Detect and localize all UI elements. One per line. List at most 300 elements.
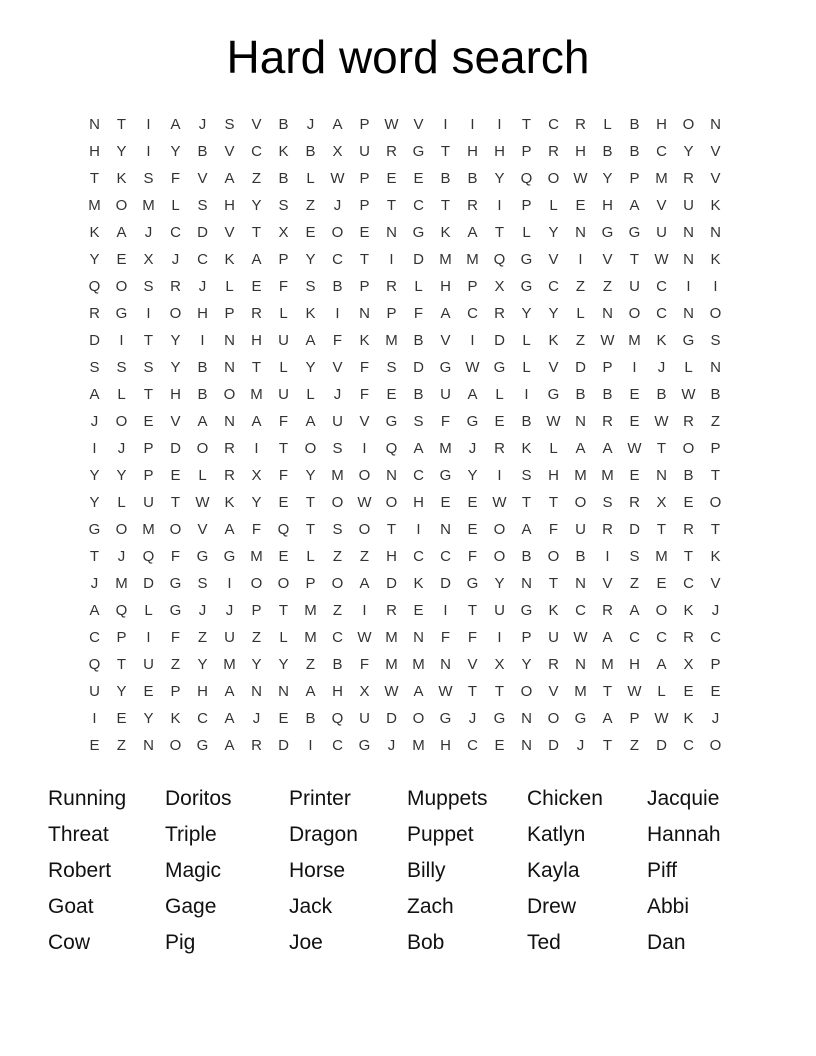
- grid-letter: N: [251, 683, 262, 700]
- grid-letter: V: [413, 116, 424, 133]
- word-list-item: Horse: [289, 859, 346, 882]
- grid-letter: N: [575, 413, 586, 430]
- grid-letter: Y: [548, 224, 559, 241]
- grid-letter: Z: [629, 737, 640, 754]
- grid-letter: A: [305, 413, 316, 430]
- grid-letter: Y: [116, 467, 127, 484]
- grid-letter: J: [117, 548, 126, 565]
- grid-letter: U: [143, 656, 154, 673]
- grid-letter: W: [357, 629, 372, 646]
- grid-letter: Q: [493, 251, 506, 268]
- grid-letter: C: [197, 710, 208, 727]
- grid-letter: L: [279, 305, 288, 322]
- grid-letter: O: [385, 494, 398, 511]
- grid-letter: Y: [278, 656, 289, 673]
- word-list-item: Muppets: [407, 787, 488, 810]
- grid-letter: A: [89, 602, 100, 619]
- grid-letter: M: [331, 467, 344, 484]
- grid-letter: E: [278, 548, 289, 565]
- grid-letter: I: [497, 197, 502, 214]
- grid-letter: O: [331, 575, 344, 592]
- grid-letter: L: [684, 359, 693, 376]
- grid-letter: C: [467, 305, 478, 322]
- grid-letter: E: [467, 521, 478, 538]
- grid-letter: I: [632, 359, 637, 376]
- grid-letter: R: [386, 143, 397, 160]
- grid-letter: Q: [115, 602, 128, 619]
- grid-letter: T: [548, 494, 559, 511]
- grid-letter: D: [386, 575, 397, 592]
- grid-letter: M: [601, 467, 614, 484]
- grid-letter: H: [197, 305, 208, 322]
- grid-letter: I: [497, 467, 502, 484]
- grid-letter: K: [521, 440, 532, 457]
- grid-letter: I: [92, 440, 97, 457]
- grid-letter: S: [143, 170, 154, 187]
- grid-letter: L: [522, 332, 531, 349]
- grid-letter: N: [683, 305, 694, 322]
- grid-letter: F: [413, 305, 424, 322]
- grid-letter: A: [440, 305, 451, 322]
- grid-letter: I: [335, 305, 340, 322]
- grid-letter: K: [413, 575, 424, 592]
- grid-letter: D: [89, 332, 100, 349]
- grid-letter: C: [548, 116, 559, 133]
- grid-letter: N: [710, 224, 721, 241]
- grid-letter: G: [547, 386, 560, 403]
- grid-letter: S: [710, 332, 721, 349]
- grid-letter: R: [89, 305, 100, 322]
- grid-letter: Y: [251, 197, 262, 214]
- grid-letter: O: [169, 521, 182, 538]
- grid-letter: N: [224, 359, 235, 376]
- grid-letter: J: [333, 386, 342, 403]
- grid-letter: T: [386, 521, 397, 538]
- grid-letter: R: [251, 737, 262, 754]
- grid-letter: G: [412, 224, 425, 241]
- grid-letter: F: [359, 359, 370, 376]
- grid-letter: Q: [88, 656, 101, 673]
- grid-letter: F: [359, 386, 370, 403]
- grid-letter: D: [629, 521, 640, 538]
- grid-letter: S: [629, 548, 640, 565]
- grid-letter: Q: [88, 278, 101, 295]
- grid-letter: J: [225, 602, 234, 619]
- grid-letter: Y: [170, 143, 181, 160]
- grid-letter: B: [710, 386, 721, 403]
- grid-letter: L: [225, 278, 234, 295]
- grid-letter: V: [602, 575, 613, 592]
- grid-letter: R: [494, 305, 505, 322]
- grid-letter: M: [412, 656, 425, 673]
- grid-letter: K: [710, 548, 721, 565]
- grid-letter: G: [385, 413, 398, 430]
- grid-letter: C: [656, 305, 667, 322]
- grid-letter: N: [575, 656, 586, 673]
- grid-letter: H: [440, 737, 451, 754]
- grid-letter: O: [547, 548, 560, 565]
- word-list-item: Kayla: [527, 859, 580, 882]
- grid-letter: O: [412, 710, 425, 727]
- grid-letter: K: [89, 224, 100, 241]
- word-list-item: Zach: [407, 895, 454, 918]
- grid-letter: T: [494, 224, 505, 241]
- grid-letter: G: [520, 602, 533, 619]
- grid-letter: O: [223, 386, 236, 403]
- grid-letter: D: [494, 332, 505, 349]
- grid-letter: V: [710, 143, 721, 160]
- grid-letter: P: [359, 170, 370, 187]
- word-list-item: Doritos: [165, 787, 232, 810]
- grid-letter: O: [115, 413, 128, 430]
- word-list-item: Katlyn: [527, 823, 586, 846]
- word-list-item: Billy: [407, 859, 446, 882]
- grid-letter: P: [143, 440, 154, 457]
- grid-letter: M: [142, 197, 155, 214]
- grid-letter: B: [413, 332, 424, 349]
- grid-letter: V: [224, 143, 235, 160]
- grid-letter: Y: [683, 143, 694, 160]
- grid-letter: N: [521, 737, 532, 754]
- grid-letter: W: [195, 494, 210, 511]
- grid-letter: Z: [575, 278, 586, 295]
- grid-letter: L: [306, 548, 315, 565]
- grid-letter: G: [115, 305, 128, 322]
- grid-letter: T: [251, 224, 262, 241]
- grid-letter: U: [683, 197, 694, 214]
- grid-letter: H: [440, 278, 451, 295]
- grid-letter: S: [116, 359, 127, 376]
- grid-letter: W: [573, 629, 588, 646]
- grid-letter: D: [143, 575, 154, 592]
- grid-letter: Y: [170, 332, 181, 349]
- grid-letter: V: [710, 575, 721, 592]
- grid-letter: V: [251, 116, 262, 133]
- grid-letter: M: [628, 332, 641, 349]
- grid-letter: L: [549, 197, 558, 214]
- grid-letter: P: [386, 305, 397, 322]
- grid-letter: Q: [331, 710, 344, 727]
- grid-letter: T: [629, 251, 640, 268]
- grid-letter: V: [170, 413, 181, 430]
- grid-letter: E: [278, 494, 289, 511]
- grid-letter: E: [467, 494, 478, 511]
- grid-letter: W: [654, 710, 669, 727]
- grid-letter: V: [359, 413, 370, 430]
- grid-letter: N: [521, 575, 532, 592]
- grid-letter: Y: [197, 656, 208, 673]
- grid-letter: M: [88, 197, 101, 214]
- grid-letter: I: [524, 386, 529, 403]
- grid-letter: T: [359, 251, 370, 268]
- grid-letter: H: [89, 143, 100, 160]
- grid-letter: R: [548, 656, 559, 673]
- grid-letter: A: [224, 683, 235, 700]
- grid-letter: I: [200, 332, 205, 349]
- grid-letter: E: [575, 197, 586, 214]
- grid-letter: T: [683, 548, 694, 565]
- grid-letter: H: [332, 683, 343, 700]
- grid-letter: X: [278, 224, 289, 241]
- grid-letter: V: [602, 251, 613, 268]
- grid-letter: S: [602, 494, 613, 511]
- grid-letter: R: [629, 494, 640, 511]
- grid-letter: A: [332, 116, 343, 133]
- grid-letter: H: [386, 548, 397, 565]
- grid-letter: K: [683, 602, 694, 619]
- grid-letter: S: [89, 359, 100, 376]
- grid-letter: N: [440, 521, 451, 538]
- grid-letter: A: [305, 683, 316, 700]
- grid-letter: Z: [305, 656, 316, 673]
- grid-letter: B: [575, 548, 586, 565]
- grid-letter: R: [386, 602, 397, 619]
- grid-letter: A: [224, 710, 235, 727]
- grid-letter: S: [305, 278, 316, 295]
- grid-letter: B: [521, 413, 532, 430]
- grid-letter: F: [548, 521, 559, 538]
- grid-letter: N: [224, 332, 235, 349]
- grid-letter: T: [251, 359, 262, 376]
- grid-letter: C: [332, 737, 343, 754]
- grid-letter: T: [710, 467, 721, 484]
- grid-letter: M: [385, 629, 398, 646]
- grid-letter: N: [521, 710, 532, 727]
- grid-letter: W: [600, 332, 615, 349]
- grid-letter: P: [467, 278, 478, 295]
- grid-letter: B: [602, 386, 613, 403]
- grid-letter: X: [359, 683, 370, 700]
- grid-letter: C: [656, 278, 667, 295]
- grid-letter: N: [89, 116, 100, 133]
- grid-letter: L: [522, 224, 531, 241]
- grid-letter: M: [385, 656, 398, 673]
- grid-letter: W: [357, 494, 372, 511]
- grid-letter: U: [224, 629, 235, 646]
- grid-letter: E: [683, 683, 694, 700]
- grid-letter: J: [171, 251, 180, 268]
- grid-letter: J: [468, 440, 477, 457]
- grid-letter: U: [278, 332, 289, 349]
- grid-letter: V: [548, 683, 559, 700]
- grid-letter: H: [656, 116, 667, 133]
- grid-letter: R: [683, 629, 694, 646]
- grid-letter: O: [169, 305, 182, 322]
- grid-letter: Q: [520, 170, 533, 187]
- grid-letter: F: [278, 413, 289, 430]
- grid-letter: Y: [251, 494, 262, 511]
- grid-letter: W: [465, 359, 480, 376]
- grid-letter: P: [521, 197, 532, 214]
- grid-letter: G: [88, 521, 101, 538]
- grid-letter: Y: [305, 467, 316, 484]
- word-list-item: Hannah: [647, 823, 721, 846]
- grid-letter: P: [629, 170, 640, 187]
- grid-letter: E: [305, 224, 316, 241]
- grid-letter: W: [654, 251, 669, 268]
- grid-letter: O: [709, 494, 722, 511]
- grid-letter: P: [521, 629, 532, 646]
- grid-letter: N: [386, 224, 397, 241]
- grid-letter: A: [656, 656, 667, 673]
- grid-letter: I: [389, 251, 394, 268]
- grid-letter: E: [413, 170, 424, 187]
- grid-letter: T: [521, 494, 532, 511]
- grid-letter: C: [197, 251, 208, 268]
- grid-letter: L: [657, 683, 666, 700]
- grid-letter: V: [197, 170, 208, 187]
- grid-letter: H: [197, 683, 208, 700]
- grid-letter: O: [196, 440, 209, 457]
- grid-letter: W: [573, 170, 588, 187]
- grid-letter: L: [144, 602, 153, 619]
- grid-letter: C: [629, 629, 640, 646]
- grid-letter: T: [305, 521, 316, 538]
- grid-letter: O: [331, 224, 344, 241]
- grid-letter: C: [89, 629, 100, 646]
- grid-letter: Z: [332, 602, 343, 619]
- grid-letter: F: [278, 467, 289, 484]
- grid-letter: O: [493, 548, 506, 565]
- grid-letter: L: [198, 467, 207, 484]
- grid-letter: W: [384, 683, 399, 700]
- grid-letter: N: [710, 116, 721, 133]
- grid-letter: C: [170, 224, 181, 241]
- word-list-item: Robert: [48, 859, 112, 882]
- grid-letter: A: [467, 224, 478, 241]
- grid-letter: L: [306, 386, 315, 403]
- grid-letter: Y: [305, 359, 316, 376]
- grid-letter: J: [198, 278, 207, 295]
- grid-letter: G: [520, 251, 533, 268]
- grid-letter: N: [710, 359, 721, 376]
- grid-letter: B: [197, 143, 208, 160]
- grid-letter: I: [119, 332, 124, 349]
- word-list-item: Threat: [48, 823, 109, 846]
- grid-letter: B: [278, 116, 289, 133]
- grid-letter: S: [224, 116, 235, 133]
- grid-letter: W: [654, 413, 669, 430]
- grid-letter: K: [710, 197, 721, 214]
- grid-letter: V: [332, 359, 343, 376]
- grid-letter: T: [116, 656, 127, 673]
- grid-letter: I: [605, 548, 610, 565]
- grid-letter: A: [224, 170, 235, 187]
- grid-letter: O: [628, 305, 641, 322]
- grid-letter: X: [143, 251, 154, 268]
- word-list-item: Printer: [289, 787, 351, 810]
- grid-letter: M: [250, 386, 263, 403]
- grid-letter: H: [602, 197, 613, 214]
- grid-letter: D: [278, 737, 289, 754]
- grid-letter: O: [547, 710, 560, 727]
- grid-letter: R: [683, 413, 694, 430]
- grid-letter: K: [278, 143, 289, 160]
- word-list-item: Jack: [289, 895, 333, 918]
- grid-letter: P: [224, 305, 235, 322]
- grid-letter: U: [332, 413, 343, 430]
- wordsearch-grid: [81, 111, 729, 759]
- grid-letter: T: [143, 332, 154, 349]
- grid-letter: G: [439, 359, 452, 376]
- grid-letter: E: [143, 413, 154, 430]
- grid-letter: W: [627, 440, 642, 457]
- grid-letter: J: [576, 737, 585, 754]
- grid-letter: E: [143, 683, 154, 700]
- grid-letter: N: [683, 224, 694, 241]
- grid-letter: U: [278, 386, 289, 403]
- grid-letter: Y: [170, 359, 181, 376]
- word-list-column: [407, 781, 527, 961]
- grid-letter: N: [224, 413, 235, 430]
- grid-letter: S: [197, 575, 208, 592]
- grid-letter: I: [497, 116, 502, 133]
- grid-letter: I: [146, 305, 151, 322]
- grid-letter: B: [440, 170, 451, 187]
- grid-letter: I: [443, 116, 448, 133]
- grid-letter: O: [358, 521, 371, 538]
- grid-letter: R: [548, 143, 559, 160]
- grid-letter: R: [575, 116, 586, 133]
- grid-letter: M: [223, 656, 236, 673]
- grid-letter: E: [170, 467, 181, 484]
- grid-letter: O: [682, 440, 695, 457]
- grid-letter: I: [254, 440, 259, 457]
- grid-letter: D: [575, 359, 586, 376]
- grid-letter: T: [305, 494, 316, 511]
- grid-letter: E: [494, 737, 505, 754]
- grid-letter: L: [171, 197, 180, 214]
- grid-letter: I: [686, 278, 691, 295]
- grid-letter: V: [548, 251, 559, 268]
- grid-letter: T: [440, 143, 451, 160]
- grid-letter: S: [332, 521, 343, 538]
- grid-letter: Y: [89, 467, 100, 484]
- grid-letter: X: [683, 656, 694, 673]
- grid-letter: D: [413, 359, 424, 376]
- grid-letter: W: [546, 413, 561, 430]
- grid-letter: Z: [359, 548, 370, 565]
- word-list-item: Drew: [527, 895, 577, 918]
- grid-letter: U: [494, 602, 505, 619]
- grid-letter: A: [413, 440, 424, 457]
- grid-letter: N: [656, 467, 667, 484]
- grid-letter: G: [574, 710, 587, 727]
- grid-letter: V: [440, 332, 451, 349]
- grid-letter: L: [549, 440, 558, 457]
- grid-letter: T: [548, 575, 559, 592]
- grid-letter: P: [602, 359, 613, 376]
- grid-letter: T: [494, 683, 505, 700]
- grid-letter: E: [494, 413, 505, 430]
- word-list-item: Puppet: [407, 823, 474, 846]
- grid-letter: E: [359, 224, 370, 241]
- grid-letter: B: [413, 386, 424, 403]
- grid-letter: W: [681, 386, 696, 403]
- grid-letter: K: [683, 710, 694, 727]
- grid-letter: C: [413, 197, 424, 214]
- grid-letter: F: [332, 332, 343, 349]
- grid-letter: T: [467, 602, 478, 619]
- grid-letter: U: [656, 224, 667, 241]
- grid-letter: R: [602, 602, 613, 619]
- grid-letter: P: [710, 440, 721, 457]
- grid-letter: A: [197, 413, 208, 430]
- grid-letter: T: [386, 197, 397, 214]
- grid-letter: A: [251, 413, 262, 430]
- grid-letter: C: [413, 467, 424, 484]
- grid-letter: E: [278, 710, 289, 727]
